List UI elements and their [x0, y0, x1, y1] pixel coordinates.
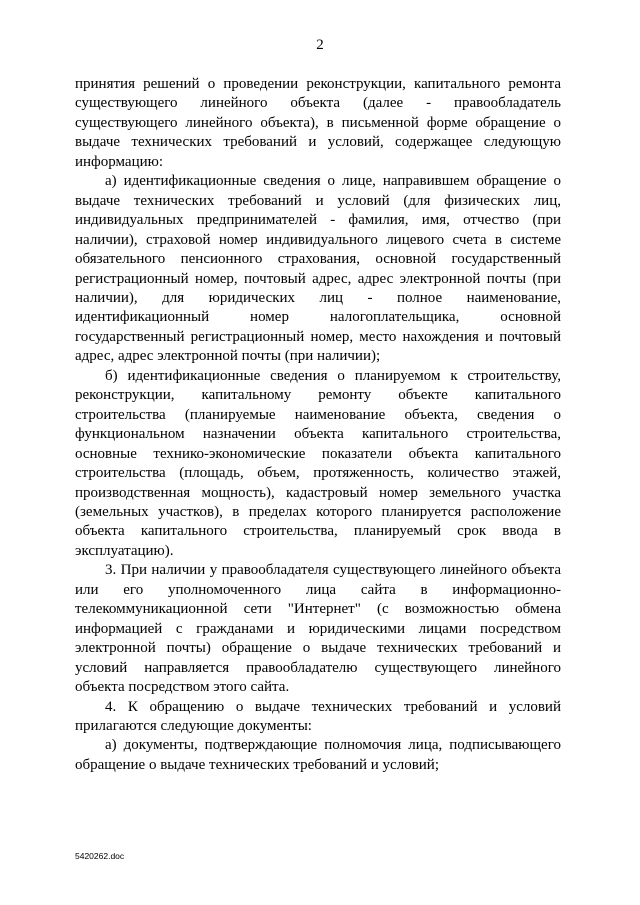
paragraph-item-a-identification-applicant: а) идентификационные сведения о лице, направившем обращение о выдаче технических требований и условий (для физических лиц, индивидуальных предпринимателей - фамилия, имя, отчество (при наличии), страховой номер индивидуального лицевого счета в системе обязательного пенсионного страхования, основной государственный регистрационный номер, почтовый адрес, адрес электронной почты (при наличии), для юридических лиц - полное наименование, идентификационный номер налогоплательщика, основной государственный регистрационный номер, место нахождения и почтовый адрес, адрес электронной почты (при наличии); — [75, 173, 561, 365]
paragraph-item-a-documents: а) документы, подтверждающие полномочия лица, подписывающего обращение о выдаче технических требований и условий; — [75, 737, 561, 773]
file-name-footer: 5420262.doc — [75, 851, 125, 861]
paragraph-continuation: принятия решений о проведении реконструкции, капитального ремонта существующего линейного объекта (далее - правообладатель существующего линейного объекта), в письменной форме обращение о выдаче технических требований и условий, содержащее следующую информацию: — [75, 76, 561, 170]
paragraph-clause-3: 3. При наличии у правообладателя существующего линейного объекта или его уполномоченного лица сайта в информационно-телекоммуникационной сети "Интернет" (с возможностью обмена информацией с гражданами и юридическими лицами посредством электронной почты) обращение о выдаче технических требований и условий направляется правообладателю существующего линейного объекта посредством этого сайта. — [75, 562, 561, 696]
document-body — [75, 75, 561, 775]
paragraph-item-b-identification-object: б) идентификационные сведения о планируемом к строительству, реконструкции, капитальному ремонту объекте капитального строительства (планируемые наименование объекта, сведения о функциональном назначении объекта капитального строительства, основные технико-экономические показатели объекта капитального строительства (площадь, объем, протяженность, количество этажей, производственная мощность), кадастровый номер земельного участка (земельных участков), в пределах которого планируется расположение объекта капитального строительства, планируемый срок ввода в эксплуатацию). — [75, 367, 561, 559]
paragraph-clause-4: 4. К обращению о выдаче технических требований и условий прилагаются следующие документы: — [75, 698, 561, 734]
page-number: 2 — [316, 37, 324, 53]
